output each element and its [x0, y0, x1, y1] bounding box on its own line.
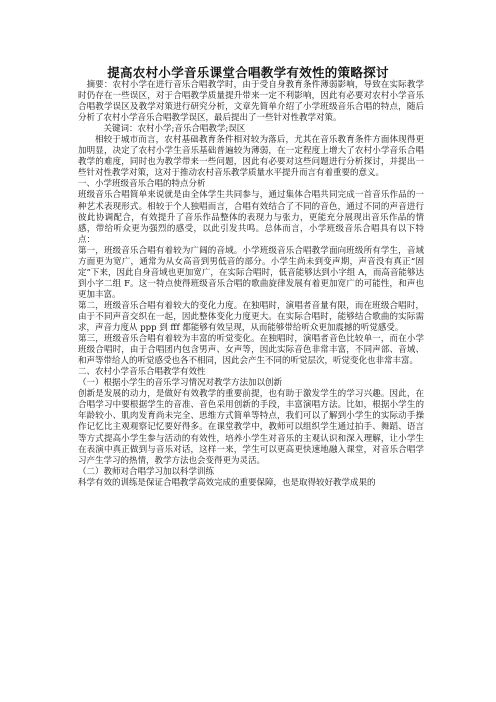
keywords-paragraph: 关键词：农村小学;音乐合唱教学;误区 — [103, 124, 246, 135]
section-heading-1: 一、小学班级音乐合唱的特点分析 — [78, 179, 206, 190]
subsection-heading-2: 科学有效的训练是保证合唱教学高效完成的重要保障，也是取得较好教学成果的 — [78, 477, 376, 488]
body-paragraph: （二）教师对合唱学习加以科学训练 — [78, 466, 215, 477]
intro-paragraph: 相较于城市而言，农村基础教育条件相对较为落后，尤其在音乐教育条件方面体现得更加明显，决定了农村小学生音乐基础普遍较为薄弱，在一定程度上增大了农村小学音乐合唱教学的难度，同时也为教学带来一些问题，因此有必要对这些问题进行分析探讨，并提出一些针对性教学对策，这对于推动农村音乐教学质量水平提升而言有着重要的意义。 — [78, 135, 424, 179]
document-body — [78, 80, 424, 489]
document-title: 提高农村小学音乐课堂合唱教学有效性的策略探讨 — [107, 65, 389, 80]
abstract-paragraph: 摘要：农村小学在进行音乐合唱教学时，由于受自身教育条件薄弱影响，导致在实际教学时仍存在一些误区，对于合唱教学质量提升带来一定不利影响，因此有必要对农村小学音乐合唱教学误区及教学对策进行研究分析，文章先简单介绍了小学班级音乐合唱的特点，随后分析了农村小学音乐合唱教学误区，最后提出了一些针对性教学对策。 — [78, 80, 424, 124]
body-paragraph: 第一，班级音乐合唱有着较为广阔的音域。小学班级音乐合唱教学面向班级所有学生，音域方面更为宽广，通常为从女高音到男低音的部分。小学生尚未到变声期，声音没有真正“固定”下来，因此自身音域也更加宽广，在实际合唱时，低音能够达到小字组 A，而高音能够达到小字二组 F。这一特点使得班级音乐合唱的歌曲旋律发展有着更加宽广的可能性，和声也更加丰富。 — [78, 245, 424, 300]
body-paragraph: 第三，班级音乐合唱有着较为丰富的听觉变化。在独唱时，演唱者音色比较单一，而在小学班级合唱时，由于合唱团内包含男声、女声等，因此实际音色非常丰富，不同声部、音域、和声等带给人的听觉感受也各不相同，因此会产生不同的听觉层次，听觉变化也非常丰富。 — [78, 334, 424, 367]
subsection-heading-1: 创新是发展的动力，是做好有效教学的重要前提，也有助于激发学生的学习兴趣。因此，在合唱学习中要根据学生的音准、音色采用创新的手段，丰富演唱方法。比如，根据小学生的年龄较小、肌肉发育尚未完全、思维方式简单等特点，我们可以了解到小学生的实际动手操作记忆比主观观察记忆要好得多。在课堂教学中，教师可以组织学生通过拍手、舞蹈、语言等方式提高小学生参与活动的有效性，培养小学生对音乐的主观认识和深入理解，让小学生在表演中真正做到与音乐对话，这样一来，学生可以更高更快速地融入课堂，对音乐合唱学习产生学习的热情，教学方法也会变得更为灵活。 — [78, 389, 424, 466]
body-paragraph: 班级音乐合唱简单来说就是由全体学生共同参与，通过集体合唱共同完成一首音乐作品的一种艺术表现形式。相较于个人独唱而言，合唱有效结合了不同的音色，通过不同的声音进行彼此协调配合，有效提升了音乐作品整体的表现力与张力，更能充分展现出音乐作品的情感，带给听众更为强烈的感受，以此引发共鸣。总体而言，小学班级音乐合唱具有以下特点： — [78, 190, 424, 245]
section-heading-2: （一）根据小学生的音乐学习情况对教学方法加以创新 — [78, 378, 283, 389]
body-paragraph: 二、农村小学音乐合唱教学有效性 — [78, 367, 206, 378]
body-paragraph: 第二，班级音乐合唱有着较大的变化力度。在独唱时，演唱者音量有限，而在班级合唱时，由于不同声音交织在一起，因此整体变化力度更大。在实际合唱时，能够结合歌曲的实际需求，声音力度从 ppp 到 fff 都能够有效呈现，从而能够带给听众更加震撼的听觉感受。 — [78, 300, 424, 334]
